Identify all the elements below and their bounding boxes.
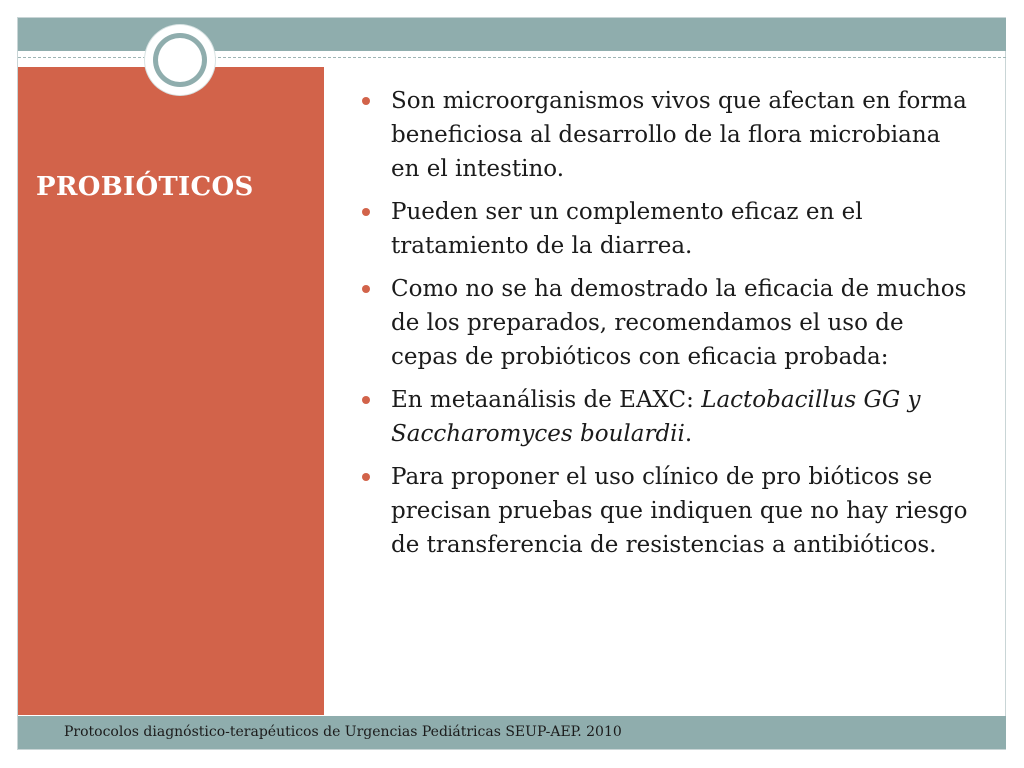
bullet-dot-icon <box>362 473 370 481</box>
bullet-text: Para proponer el uso clínico de pro bióticos se precisan pruebas que indiquen que no hay riesgo de transferencia de resistencias a antibióticos. <box>391 464 968 558</box>
title-panel <box>18 67 324 715</box>
footer-text: Protocolos diagnóstico-terapéuticos de Urgencias Pediátricas SEUP-AEP. 2010 <box>64 724 622 740</box>
bullet-item <box>356 383 976 451</box>
bullet-dot-icon <box>362 208 370 216</box>
bullet-item <box>356 460 976 562</box>
footer-band <box>18 716 1006 749</box>
bullet-text: Como no se ha demostrado la eficacia de muchos de los preparados, recomendamos el uso de cepas de probióticos con eficacia probada: <box>391 276 967 370</box>
bullet-text: Pueden ser un complemento eficaz en el tratamiento de la diarrea. <box>391 199 863 259</box>
circle-ring-band <box>153 33 207 87</box>
bullet-text-suffix: . <box>684 421 693 447</box>
bullet-text-prefix: En metaanálisis de EAXC: <box>391 387 702 413</box>
circle-ring-icon <box>145 25 215 95</box>
bullet-dot-icon <box>362 396 370 404</box>
bullet-item <box>356 195 976 263</box>
bullet-dot-icon <box>362 285 370 293</box>
slide-title: PROBIÓTICOS <box>36 172 254 202</box>
bullet-list <box>356 84 976 571</box>
bullet-item <box>356 272 976 374</box>
bullet-item <box>356 84 976 186</box>
bullet-text: Son microorganismos vivos que afectan en forma beneficiosa al desarrollo de la flora microbiana en el intestino. <box>391 88 967 182</box>
circle-ring-center <box>158 38 202 82</box>
bullet-text-species: Lactobacillus GG y Saccharomyces boulardii <box>391 387 921 447</box>
bullet-dot-icon <box>362 97 370 105</box>
